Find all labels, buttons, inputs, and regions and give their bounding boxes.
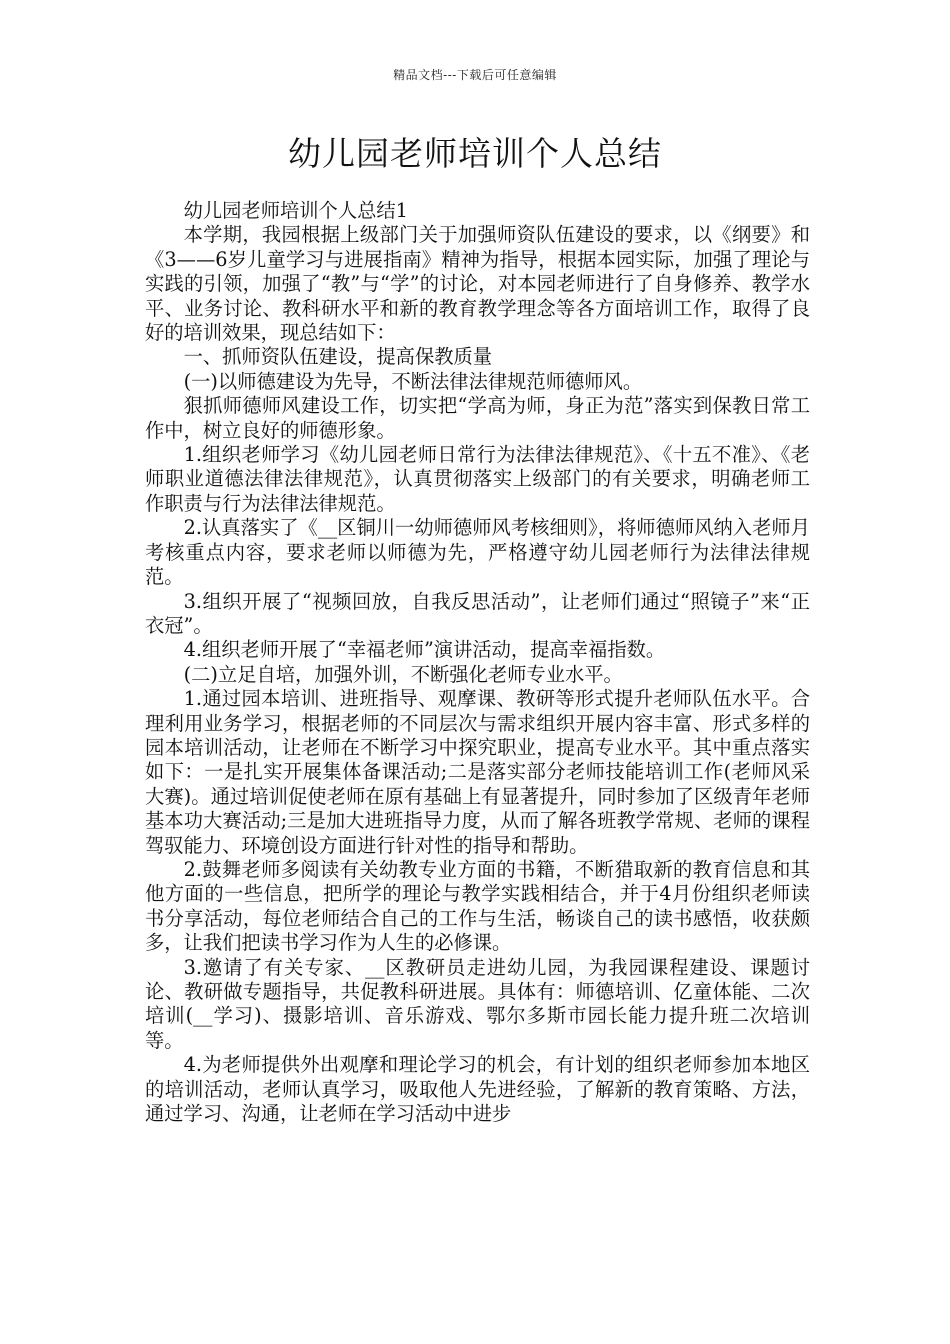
paragraph: 狠抓师德师风建设工作，切实把“学高为师，身正为范”落实到保教日常工作中，树立良好的师德形象。 bbox=[145, 394, 810, 442]
document-body bbox=[145, 199, 810, 1126]
heading-level-2: (一)以师德建设为先导，不断法律法律规范师德师风。 bbox=[183, 369, 643, 393]
list-item: 2.认真落实了《__区铜川一幼师德师风考核细则》，将师德师风纳入老师月考核重点内容，要求老师以师德为先，严格遵守幼儿园老师行为法律法律规范。 bbox=[145, 516, 810, 589]
list-item: 4.为老师提供外出观摩和理论学习的机会，有计划的组织老师参加本地区的培训活动，老师认真学习，吸取他人先进经验，了解新的教育策略、方法，通过学习、沟通，让老师在学习活动中进步 bbox=[145, 1053, 810, 1126]
heading-level-1: 一、抓师资队伍建设，提高保教质量 bbox=[183, 345, 493, 369]
list-item: 1.组织老师学习《幼儿园老师日常行为法律法律规范》、《十五不准》、《老师职业道德法律法律规范》，认真贯彻落实上级部门的有关要求，明确老师工作职责与行为法律法律规范。 bbox=[145, 443, 810, 515]
heading-level-2: (二)立足自培，加强外训，不断强化老师专业水平。 bbox=[183, 662, 623, 686]
list-item: 1.通过园本培训、进班指导、观摩课、教研等形式提升老师队伍水平。合理利用业务学习，根据老师的不同层次与需求组织开展内容丰富、形式多样的园本培训活动，让老师在不断学习中探究职业，提高专业水平。其中重点落实如下：一是扎实开展集体备课活动;二是落实部分老师技能培训工作(老师风采大赛)。通过培训促使老师在原有基础上有显著提升，同时参加了区级青年老师基本功大赛活动;三是加大进班指导力度，从而了解各班教学常规、老师的课程驾驭能力、环境创设方面进行针对性的指导和帮助。 bbox=[145, 687, 810, 857]
document-title: 幼儿园老师培训个人总结 bbox=[288, 134, 662, 173]
list-item: 4.组织老师开展了“幸福老师”演讲活动，提高幸福指数。 bbox=[183, 638, 666, 662]
section-heading: 幼儿园老师培训个人总结1 bbox=[183, 199, 408, 222]
list-item: 2.鼓舞老师多阅读有关幼教专业方面的书籍，不断猎取新的教育信息和其他方面的一些信息，把所学的理论与教学实践相结合，并于4月份组织老师读书分享活动，每位老师结合自己的工作与生活，畅谈自己的读书感悟，收获颇多，让我们把读书学习作为人生的必修课。 bbox=[145, 857, 810, 955]
header-note: 精品文档---下载后可任意编辑 bbox=[393, 68, 557, 82]
list-item: 3.组织开展了“视频回放，自我反思活动”，让老师们通过“照镜子”来“正衣冠”。 bbox=[145, 589, 810, 637]
list-item: 3.邀请了有关专家、__区教研员走进幼儿园，为我园课程建设、课题讨论、教研做专题指导，共促教科研进展。具体有：师德培训、亿童体能、二次培训(__学习)、摄影培训、音乐游戏、鄂尔多斯市园长能力提升班二次培训等。 bbox=[145, 955, 810, 1052]
paragraph-intro: 本学期，我园根据上级部门关于加强师资队伍建设的要求，以《纲要》和《3——6岁儿童学习与进展指南》精神为指导，根据本园实际，加强了理论与实践的引领，加强了“教”与“学”的讨论，对本园老师进行了自身修养、教学水平、业务讨论、教科研水平和新的教育教学理念等各方面培训工作，取得了良好的培训效果，现总结如下： bbox=[145, 223, 810, 345]
